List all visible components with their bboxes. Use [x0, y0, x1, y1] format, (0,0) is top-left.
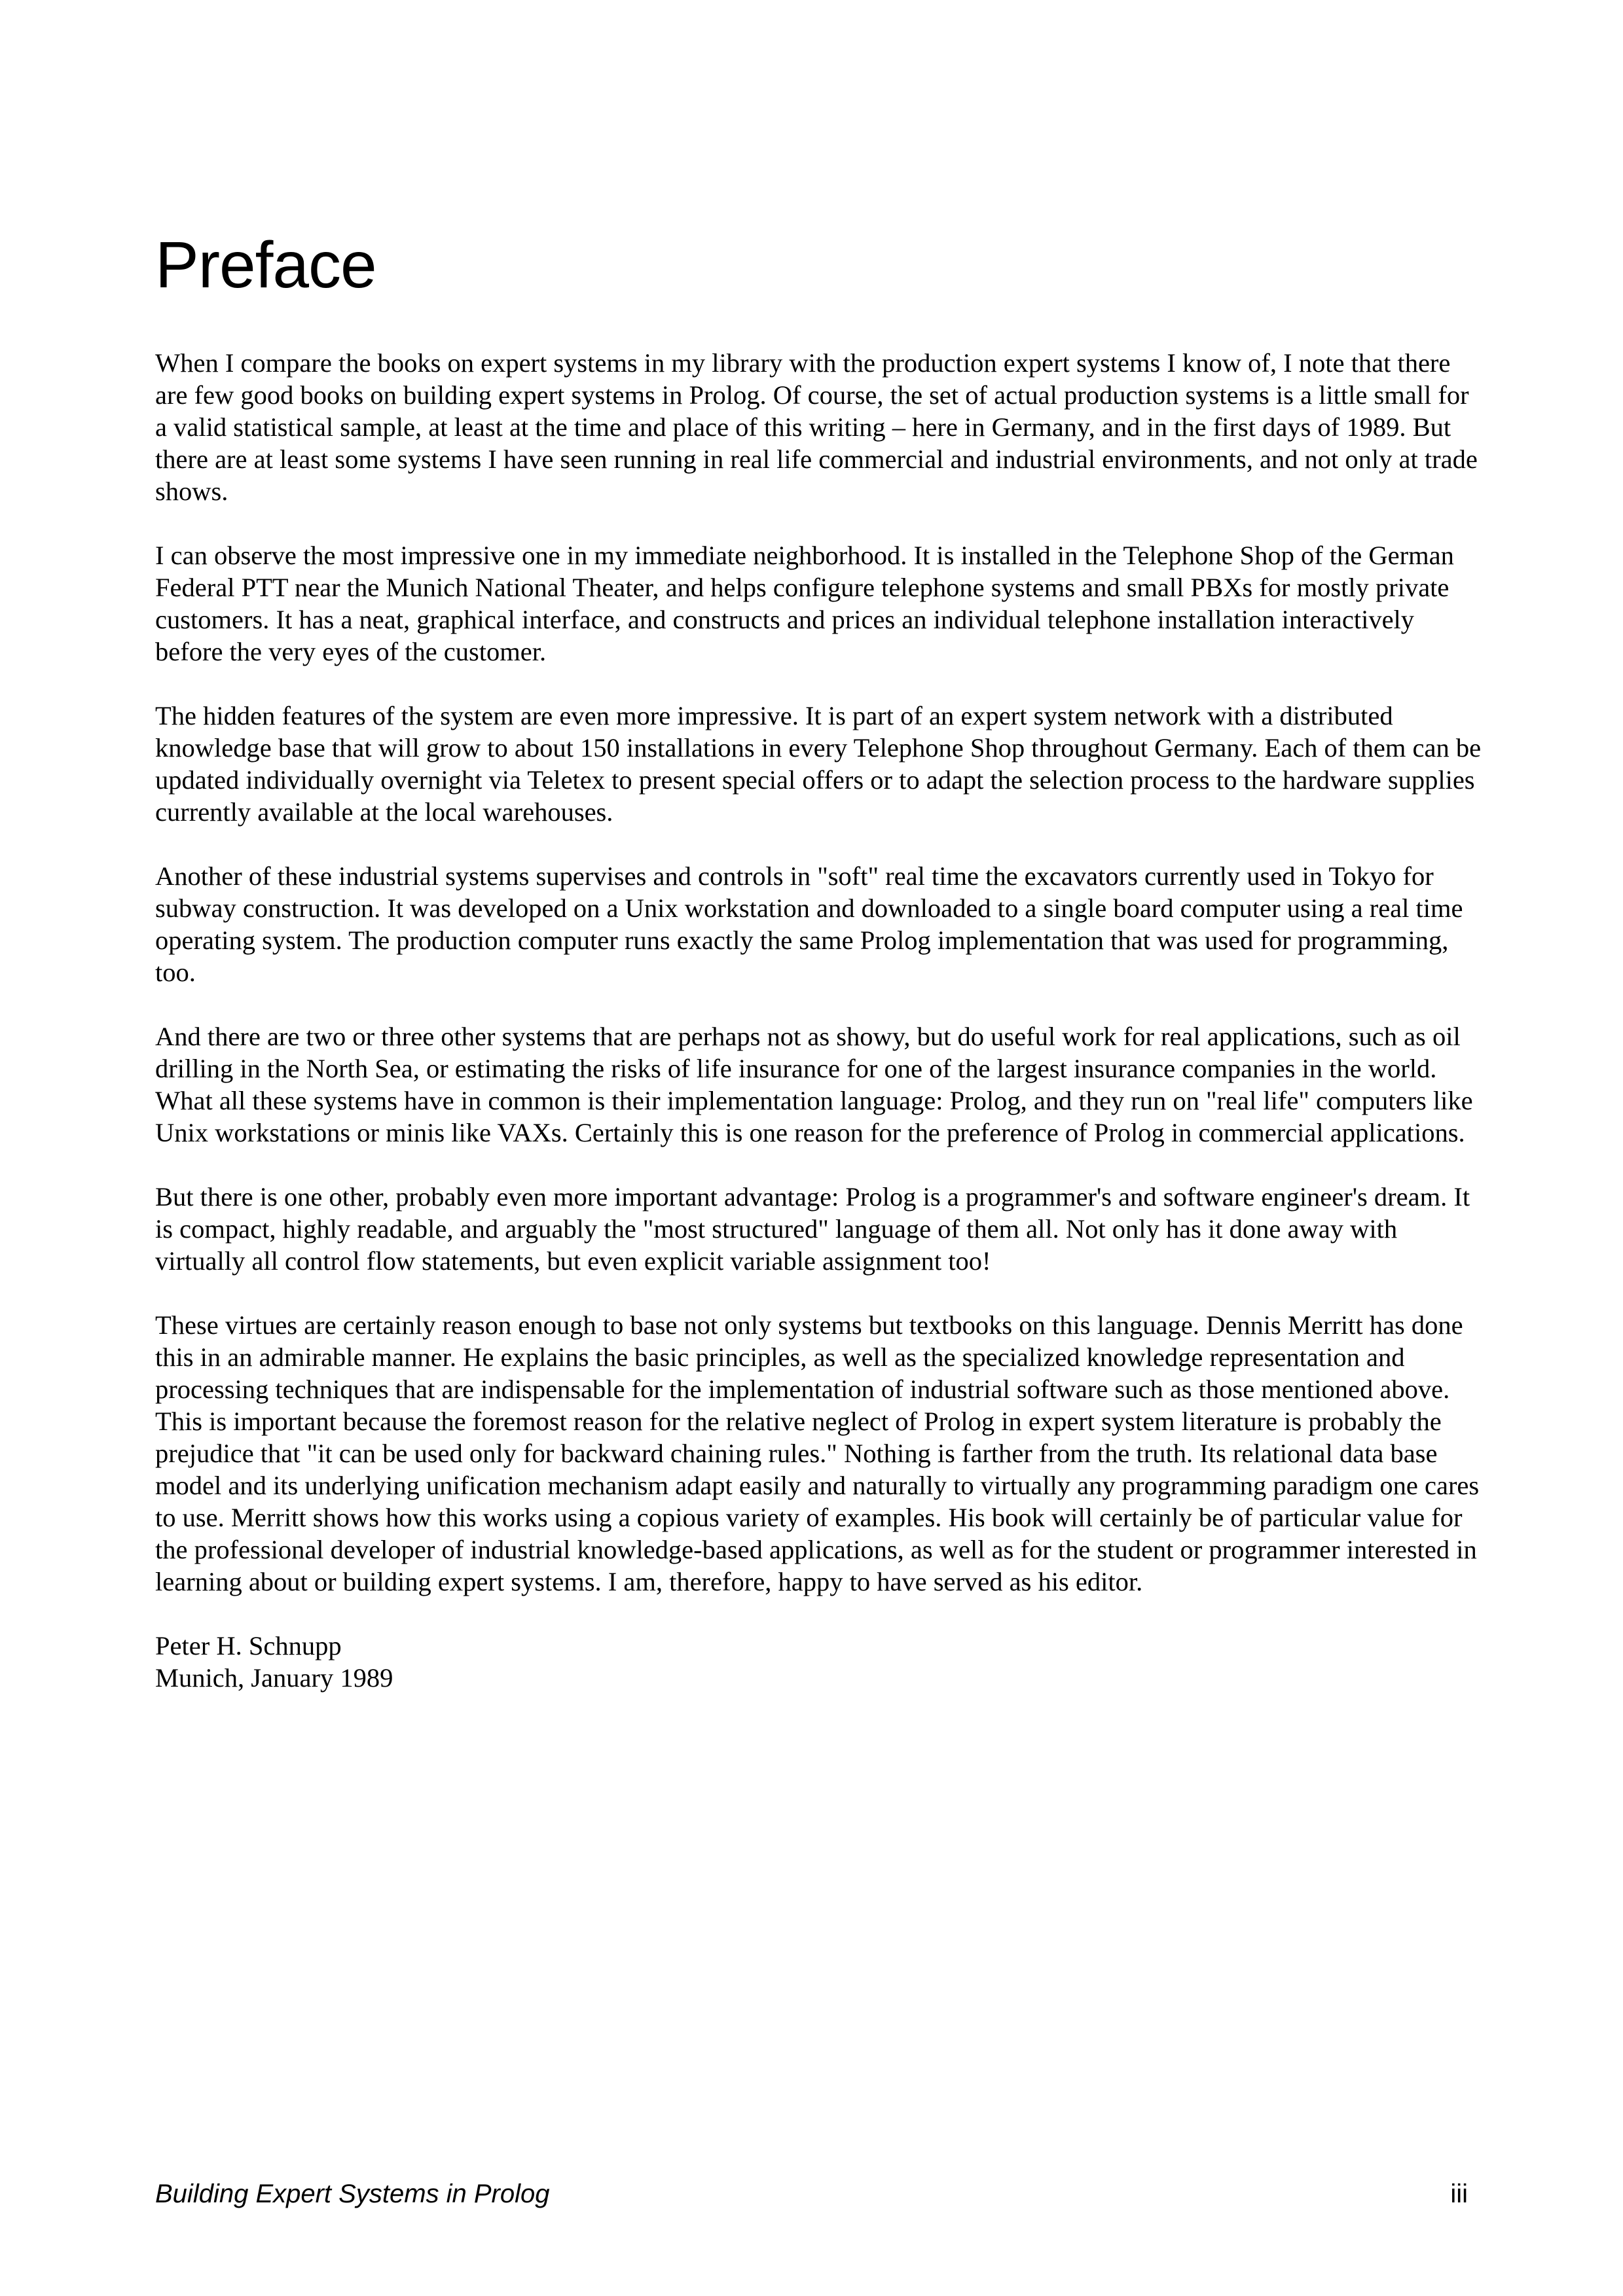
paragraph: The hidden features of the system are even more impressive. It is part of an expert system network with a distributed knowledge base that will grow to about 150 installations in every Telephone Shop throughout Germany. Each of them can be updated individually overnight via Teletex to present special offers or to adapt the selection process to the hardware supplies currently available at the local warehouses. [155, 701, 1482, 827]
paragraph: I can observe the most impressive one in my immediate neighborhood. It is installed in the Telephone Shop of the German Federal PTT near the Munich National Theater, and helps configure telephone systems and small PBXs for mostly private customers. It has a neat, graphical interface, and constructs and prices an individual telephone installation interactively before the very eyes of the customer. [155, 541, 1454, 666]
paragraph: Another of these industrial systems supervises and controls in "soft" real time the excavators currently used in Tokyo for subway construction. It was developed on a Unix workstation and downloaded to a single board computer using a real time operating system. The production computer runs exactly the same Prolog implementation that was used for programming, too. [155, 861, 1463, 987]
page-footer [155, 2179, 1468, 2209]
paragraph: When I compare the books on expert systems in my library with the production expert systems I know of, I note that there are few good books on building expert systems in Prolog. Of course, the set of actual production systems is a little small for a valid statistical sample, at least at the time and place of this writing – here in Germany, and in the first days of 1989. But there are at least some systems I have seen running in real life commercial and industrial environments, and not only at trade shows. [155, 348, 1478, 506]
signature-name: Peter H. Schnupp [155, 1631, 342, 1660]
preface-body [155, 347, 1486, 1694]
signature-block [155, 1630, 1486, 1694]
paragraph: These virtues are certainly reason enough to base not only systems but textbooks on this language. Dennis Merritt has done this in an admirable manner. He explains the basic principles, as well as the specialized knowledge representation and processing techniques that are indispensable for the implementation of industrial software such as those mentioned above. This is important because the foremost reason for the relative neglect of Prolog in expert system literature is probably the prejudice that "it can be used only for backward chaining rules." Nothing is farther from the truth. Its relational data base model and its underlying unification mechanism adapt easily and naturally to virtually any programming paradigm one cares to use. Merritt shows how this works using a copious variety of examples. His book will certainly be of particular value for the professional developer of industrial knowledge-based applications, as well as for the student or programmer interested in learning about or building expert systems. I am, therefore, happy to have served as his editor. [155, 1310, 1480, 1596]
signature-place-date: Munich, January 1989 [155, 1663, 393, 1693]
paragraph: And there are two or three other systems that are perhaps not as showy, but do useful work for real applications, such as oil drilling in the North Sea, or estimating the risks of life insurance for one of the largest insurance companies in the world. What all these systems have in common is their implementation language: Prolog, and they run on "real life" computers like Unix workstations or minis like VAXs. Certainly this is one reason for the preference of Prolog in commercial applications. [155, 1022, 1473, 1147]
paragraph: But there is one other, probably even more important advantage: Prolog is a programmer's and software engineer's dream. It is compact, highly readable, and arguably the "most structured" language of them all. Not only has it done away with virtually all control flow statements, but even explicit variable assignment too! [155, 1182, 1470, 1276]
footer-page-number: iii [1450, 2179, 1468, 2208]
page-title: Preface [155, 228, 376, 302]
footer-book-title: Building Expert Systems in Prolog [155, 2179, 550, 2208]
